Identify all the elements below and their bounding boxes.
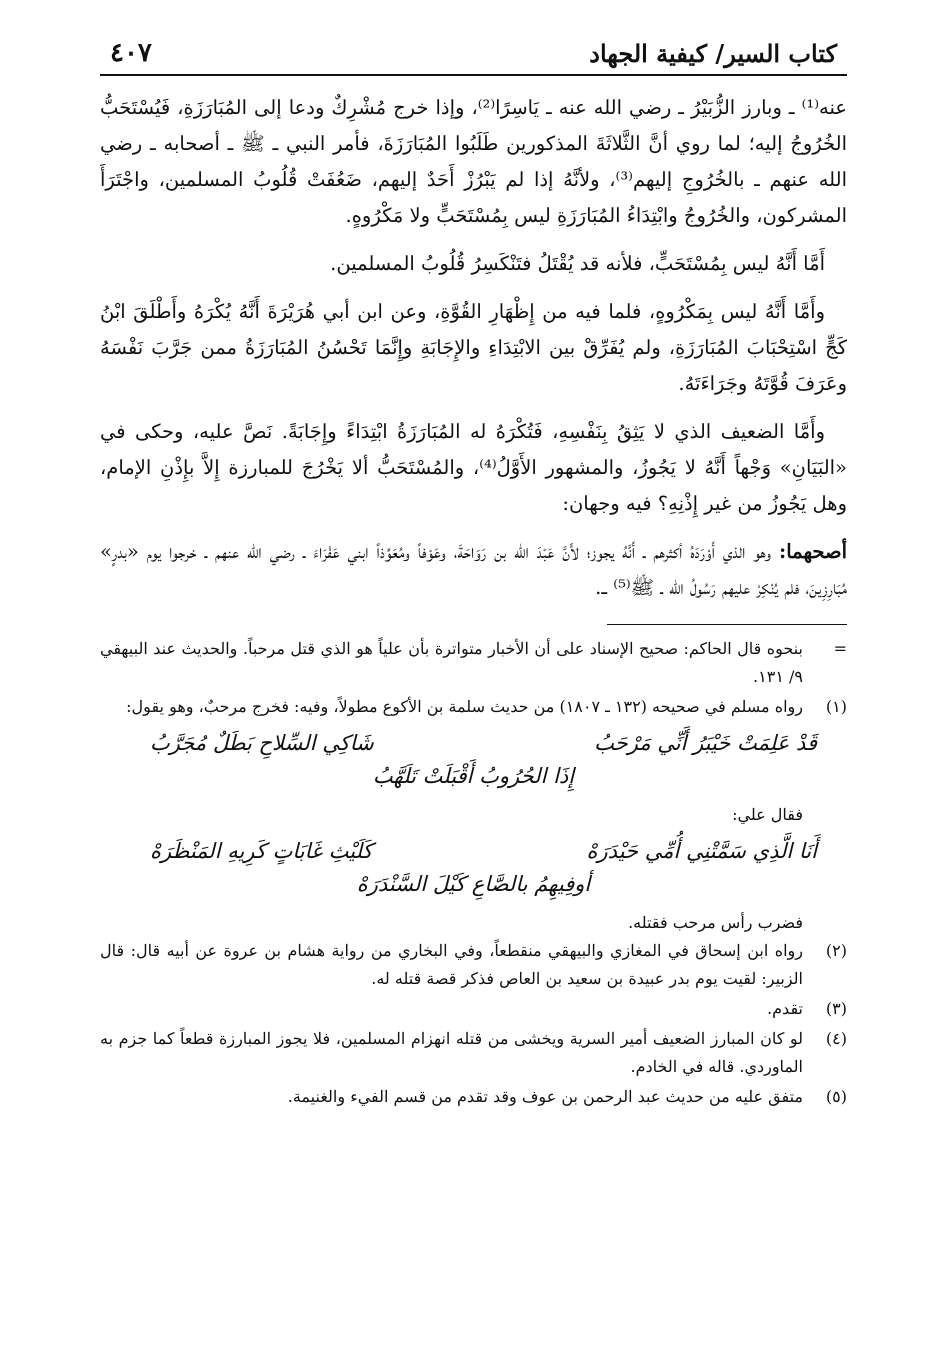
verse-hemistich: أَنَا الَّذِي سَمَّتْنِي أُمِّي حَيْدَرَهْ [586,839,817,863]
footnote-mark: (١) [825,697,847,716]
footnote-mark: = [833,639,847,658]
footnote-text: رواه مسلم في صحيحه (١٣٢ ـ ١٨٠٧) من حديث سلمة بن الأكوع مطولاً، وفيه: فخرج مرحبٌ، وهو يقول: [126,697,803,716]
paragraph-2: أَمَّا أَنَّهُ ليس بِمُسْتَحَبٍّ، فلأنه قد يُقْتَلُ فتَنْكَسِرُ قُلُوبُ المسلمين. [330,252,825,275]
paragraph-5-lead: أصحهما: [779,540,847,563]
paragraph-5-text: وهو الذي أَوْرَدَهُ أكثرهم ـ أَنَّهُ يجوز؛ لأَنَّ عَبْدَ الله بن رَوَاحَةَ، وعَوْفاً ومُعَوِّذاً ابني عَفْرَاءَ ـ رضي الله عنهم ـ خرجوا يوم «بدرٍ» مُبَارِزِينَ، فلم يُنْكِرْ عليهم رَسُولُ الله ـ ﷺ⁽⁵⁾ ـ. [100,540,847,599]
footnote-mark: (٥) [825,1087,847,1106]
footnote-3 [100,995,847,1023]
verse-hemistich: شَاكِي السِّلاحِ بَطَلٌ مُجَرَّبُ [150,731,374,755]
footnote-mark: (٤) [825,1029,847,1048]
ali-said: فقال علي: [732,805,803,824]
footnote-mark: (٢) [825,941,847,960]
paragraph-3: وأَمَّا أَنَّهُ ليس بِمَكْرُوهٍ، فلما فيه من إِظْهَارِ القُوَّةِ، وعن ابن أبي هُرَيْرَةَ أَنَّهُ يُكْرَهُ وأَطْلَقَ ابْنُ كَجٍّ اسْتِحْبَابَ المُبَارَزَةِ، ولم يُفَرِّقْ بين الابْتِدَاءِ والإِجَابَةِ وإِنَّمَا تَحْسُنُ المُبَارَزَةُ ممن جَرَّبَ نَفْسَهُ وعَرَفَ قُوَّتَهُ وجَرَاءَتَهُ. [100,300,847,395]
footnotes [100,635,847,1111]
footnote-text: تقدم. [767,999,803,1018]
footnote-text: رواه ابن إسحاق في المغازي والبيهقي منقطعاً، وفي البخاري من رواية هشام بن عروة عن أبيه قال: قال الزبير: لقيت يوم بدر عبيدة بن سعيد بن العاص فذكر قصة قتله له. [100,941,803,988]
footnote-continuation [100,635,847,691]
footnote-text: متفق عليه من حديث عبد الرحمن بن عوف وقد تقدم من قسم الفيء والغنيمة. [287,1087,803,1106]
verse-hemistich: قَدْ عَلِمَتْ خَيْبَرُ أَنِّي مَرْحَبُ [594,731,817,755]
footnote-text: لو كان المبارز الضعيف أمير السرية ويخشى من قتله انهزام المسلمين، فلا يجوز المبارزة قطعاً كما جزم به الماوردي. قاله في الخادم. [100,1029,804,1076]
footnote-mark: (٣) [825,999,847,1018]
verse-line-1 [150,727,817,759]
paragraph-1: عنه⁽¹⁾ ـ وبارز الزُّبَيْرُ ـ رضي الله عنه ـ يَاسِرًا⁽²⁾، وإذا خرج مُشْرِكٌ ودعا إلى المُبَارَزَةِ، فَيُسْتَحَبُّ الخُرُوجُ إليه؛ لما روي أنَّ الثَّلاثَةَ المذكورين طَلَبُوا المُبَارَزَةَ، فأمر النبي ـ ﷺ ـ أصحابه ـ رضي الله عنهم ـ بالخُرُوجِ إليهم⁽³⁾، ولأنَّهُ إذا لم يَبْرُزْ أَحَدٌ إليهم، ضَعُفَتْ قُلُوبُ المسلمين، واجْتَرَأَ المشركون، والخُرُوجُ وابْتِدَاءُ المُبَارَزَةِ ليس بِمُسْتَحَبٍّ ولا مَكْرُوهٍ. [100,96,847,227]
paragraph-4: وأَمَّا الضعيف الذي لا يَثِقُ بِنَفْسِهِ، فَتُكْرَهُ له المُبَارَزَةُ ابْتِدَاءً وإِجَابَةً. نَصَّ عليه، وحكى في «البَيَانِ» وَجْهاً أَنَّهُ لا يَجُوزُ، والمشهور الأَوَّلُ⁽⁴⁾، والمُسْتَحَبُّ ألا يَخْرُجَ للمبارزة إِلاَّ بإِذْنِ الإمام، وهل يَجُوزُ من غير إِذْنِهِ؟ فيه وجهان: [100,420,847,515]
verse-line-2-tail: أوفِيهِمُ بالصَّاعِ كَيْلَ السَّنْدَرَهْ [356,872,591,896]
running-title: كتاب السير/ كيفية الجهاد [589,39,837,68]
footnote-5 [100,1083,847,1111]
verse-line-2 [150,835,817,867]
footnote-text: بنحوه قال الحاكم: صحيح الإسناد على أن الأخبار متواترة بأن علياً هو الذي قتل مرحباً. والحديث عند البيهقي ٩/ ١٣١. [100,639,803,686]
main-text [100,90,847,606]
footnote-4 [100,1025,847,1081]
page-number: ٤٠٧ [110,38,152,68]
verse-hemistich: كَلَيْثِ غَابَاتٍ كَرِيهِ المَنْظَرَهْ [150,839,373,863]
page-header [100,38,847,76]
paragraph-5 [100,534,847,606]
footnote-separator [607,624,847,625]
footnote-1 [100,693,847,721]
verse-line-1-tail: إِذَا الحُرُوبُ أَقْبَلَتْ تَلَهَّبُ [372,764,575,788]
footnote-2 [100,937,847,993]
footnote-1-end: فضرب رأس مرحب فقتله. [628,913,803,932]
